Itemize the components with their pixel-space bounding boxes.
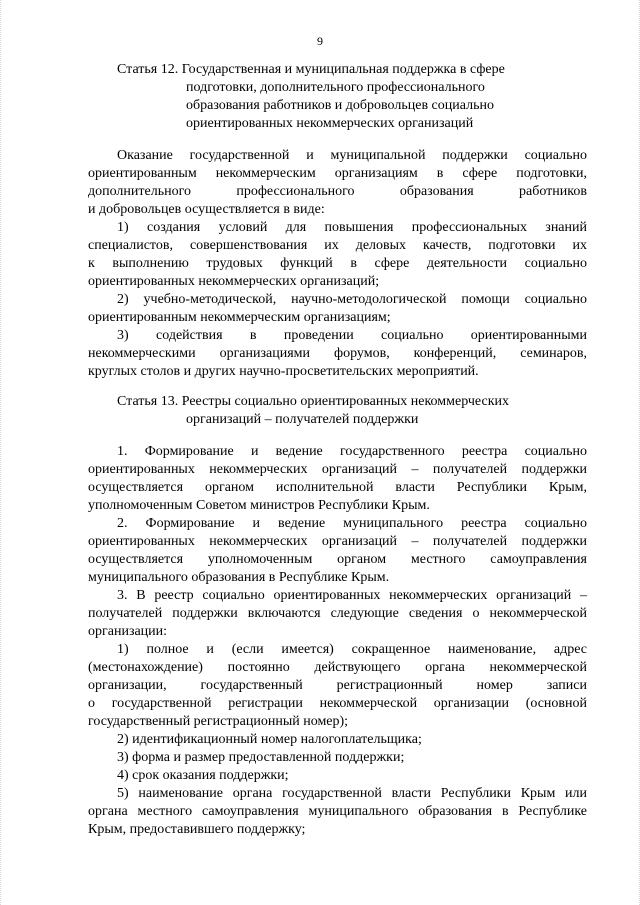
article12-heading-line3: образования работников и добровольцев социально bbox=[186, 98, 494, 113]
article13-body-line: муниципального образования в Республике Крым. bbox=[88, 570, 390, 585]
article12-list-item-1: 1) создания условий для повышения профессиональных знаний bbox=[117, 220, 587, 235]
article12-list-item-3: 3) содействия в проведении социально ориентированными bbox=[117, 328, 587, 343]
article12-body-line: дополнительного профессионального образования работников bbox=[88, 184, 587, 199]
article13-list-item-1: 1) полное и (если имеется) сокращенное наименование, адрес bbox=[117, 642, 587, 657]
article12-body-line: специалистов, совершенствования их деловых качеств, подготовки их bbox=[88, 238, 587, 253]
article13-body-line: осуществляется уполномоченным органом местного самоуправления bbox=[88, 552, 587, 567]
article13-clause-1: 1. Формирование и ведение государственного реестра социально bbox=[117, 444, 587, 459]
article13-body-line: (местонахождение) постоянно действующего органа некоммерческой bbox=[88, 660, 587, 675]
article13-body-line: осуществляется органом исполнительной власти Республики Крым, bbox=[88, 480, 587, 495]
article13-body-line: уполномоченным Советом министров Республики Крым. bbox=[88, 498, 430, 513]
article12-body-line: Оказание государственной и муниципальной поддержки социально bbox=[117, 148, 587, 163]
article13-body-line: Крым, предоставившего поддержку; bbox=[88, 822, 306, 837]
article13-heading-line1: Статья 13. Реестры социально ориентированных некоммерческих bbox=[117, 394, 509, 409]
article12-body-line: ориентированным некоммерческим организациям; bbox=[88, 310, 391, 325]
article13-clause-3: 3. В реестр социально ориентированных некоммерческих организаций – bbox=[117, 588, 587, 603]
article13-list-item-3: 3) форма и размер предоставленной поддержки; bbox=[117, 750, 405, 765]
article12-body-line: ориентированных некоммерческих организаций; bbox=[88, 274, 380, 289]
scan-edge-left bbox=[0, 0, 3, 905]
article13-body-line: ориентированных некоммерческих организаций – получателей поддержки bbox=[88, 534, 587, 549]
article12-heading-line1: Статья 12. Государственная и муниципальная поддержка в сфере bbox=[117, 62, 505, 77]
article13-body-line: государственный регистрационный номер); bbox=[88, 714, 349, 729]
article13-body-line: органа местного самоуправления муниципального образования в Республике bbox=[88, 804, 587, 819]
article13-heading-line2: организаций – получателей поддержки bbox=[186, 412, 419, 427]
article12-body-line: и добровольцев осуществляется в виде: bbox=[88, 202, 325, 217]
article12-body-line: ориентированным некоммерческим организациям в сфере подготовки, bbox=[88, 166, 587, 181]
article13-body-line: ориентированных некоммерческих организаций – получателей поддержки bbox=[88, 462, 587, 477]
article13-list-item-2: 2) идентификационный номер налогоплательщика; bbox=[117, 732, 422, 747]
article12-heading-line2: подготовки, дополнительного профессионального bbox=[186, 80, 485, 95]
article13-body-line: о государственной регистрации некоммерческой организации (основной bbox=[88, 696, 587, 711]
article12-list-item-2: 2) учебно-методической, научно-методологической помощи социально bbox=[117, 292, 587, 307]
article13-body-line: получателей поддержки включаются следующие сведения о некоммерческой bbox=[88, 606, 587, 621]
article13-body-line: организации: bbox=[88, 624, 168, 639]
article13-clause-2: 2. Формирование и ведение муниципального реестра социально bbox=[117, 516, 587, 531]
article12-body-line: некоммерческими организациями форумов, конференций, семинаров, bbox=[88, 346, 587, 361]
article13-list-item-5: 5) наименование органа государственной власти Республики Крым или bbox=[117, 786, 587, 801]
article12-body-line: к выполнению трудовых функций в сфере деятельности социально bbox=[88, 256, 587, 271]
page-number: 9 bbox=[317, 34, 323, 48]
article13-body-line: организации, государственный регистрационный номер записи bbox=[88, 678, 587, 693]
article12-heading-line4: ориентированных некоммерческих организаций bbox=[186, 116, 474, 131]
article13-list-item-4: 4) срок оказания поддержки; bbox=[117, 768, 289, 783]
article12-body-line: круглых столов и других научно-просветительских мероприятий. bbox=[88, 364, 479, 379]
